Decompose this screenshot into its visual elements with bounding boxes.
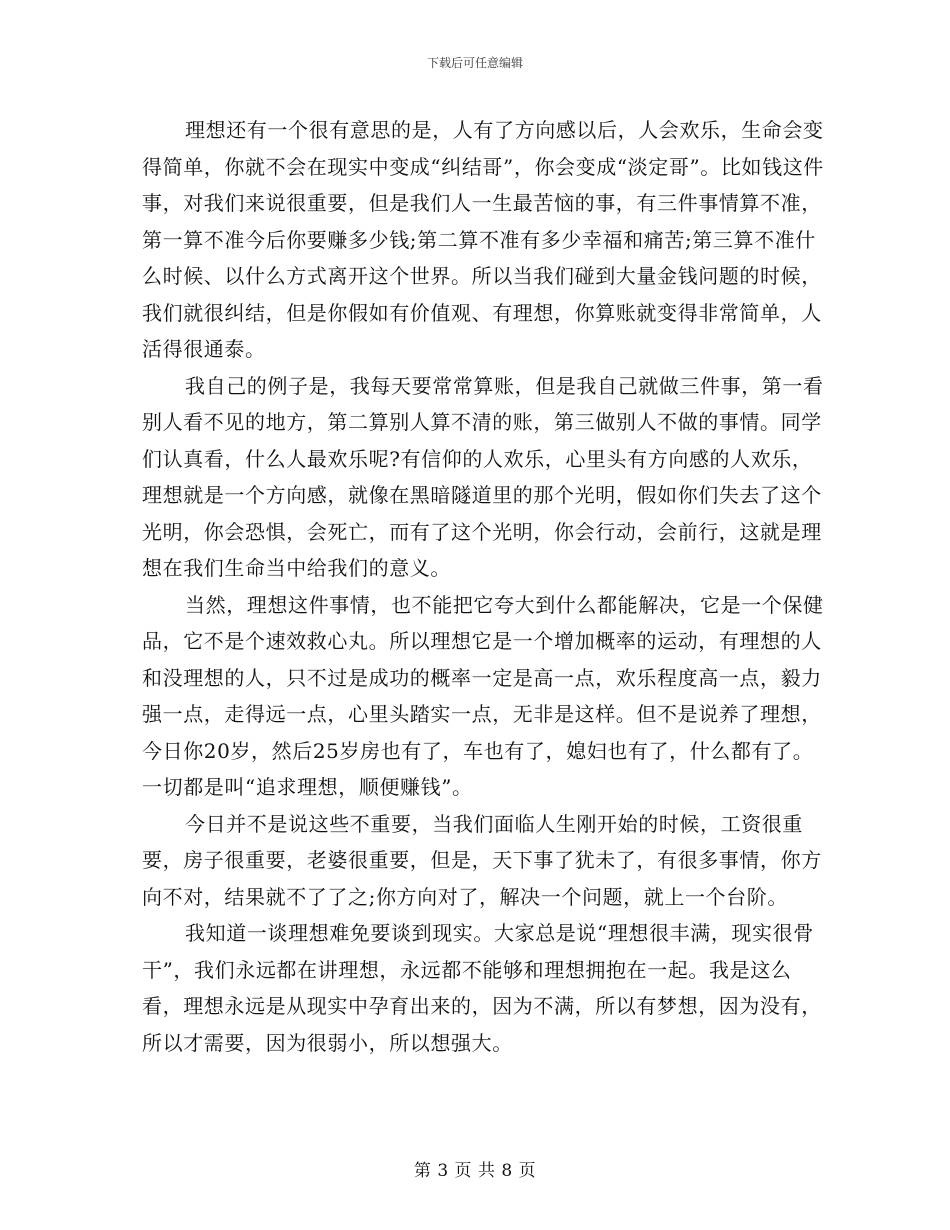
paragraph-2: 我自己的例子是，我每天要常常算账，但是我自己就做三件事，第一看别人看不见的地方，第二算别人算不清的账，第三做别人不做的事情。同学们认真看，什么人最欢乐呢?有信仰的人欢乐，心里头有方向感的人欢乐，理想就是一个方向感，就像在黑暗隧道里的那个光明，假如你们失去了这个光明，你会恐惧，会死亡，而有了这个光明，你会行动，会前行，这就是理想在我们生命当中给我们的意义。 [142, 373, 824, 580]
paragraph-4: 今日并不是说这些不重要，当我们面临人生刚开始的时候，工资很重要，房子很重要，老婆很重要，但是，天下事了犹未了，有很多事情，你方向不对，结果就不了了之;你方向对了，解决一个问题，就上一个台阶。 [142, 811, 822, 909]
paragraph-1: 理想还有一个很有意思的是，人有了方向感以后，人会欢乐，生命会变得简单，你就不会在现实中变成“纠结哥”，你会变成“淡定哥”。比如钱这件事，对我们来说很重要，但是我们人一生最苦恼的事，有三件事情算不准，第一算不准今后你要赚多少钱;第二算不准有多少幸福和痛苦;第三算不准什么时候、以什么方式离开这个世界。所以当我们碰到大量金钱问题的时候，我们就很纠结，但是你假如有价值观、有理想，你算账就变得非常简单，人活得很通泰。 [142, 118, 824, 361]
paragraph-3: 当然，理想这件事情，也不能把它夸大到什么都能解决，它是一个保健品，它不是个速效救心丸。所以理想它是一个增加概率的运动，有理想的人和没理想的人，只不过是成功的概率一定是高一点，欢乐程度高一点，毅力强一点，走得远一点，心里头踏实一点，无非是这样。但不是说养了理想，今日你20岁，然后25岁房也有了，车也有了，媳妇也有了，什么都有了。一切都是叫“追求理想，顺便赚钱”。 [142, 592, 824, 799]
page-number-footer: 第 3 页 共 8 页 [413, 1161, 537, 1181]
header-note: 下载后可任意编辑 [426, 56, 523, 70]
document-body [142, 112, 832, 1061]
paragraph-5: 我知道一谈理想难免要谈到现实。大家总是说“理想很丰满，现实很骨干”，我们永远都在讲理想，永远都不能够和理想拥抱在一起。我是这么看，理想永远是从现实中孕育出来的，因为不满，所以有梦想，因为没有，所以才需要，因为很弱小，所以想强大。 [142, 921, 822, 1055]
